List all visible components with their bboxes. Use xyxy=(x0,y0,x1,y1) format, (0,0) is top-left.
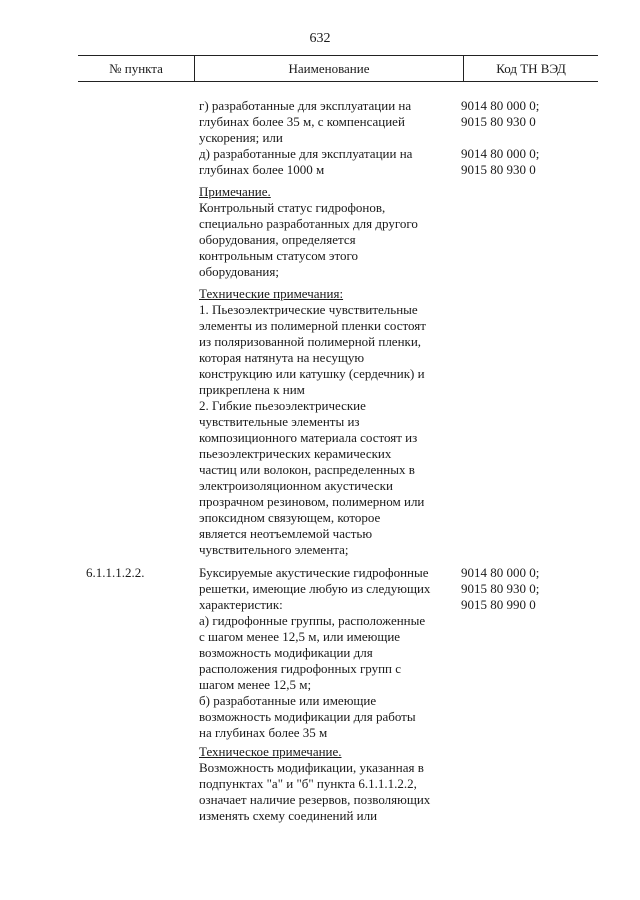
subitem-d-text: д) разработанные для эксплуатации на глубинах более 1000 м xyxy=(199,146,413,177)
item-text: Буксируемые акустические гидрофонные решетки, имеющие любую из следующих характеристик: а) гидрофонные группы, расположенные с шагом менее 12,5 м, или имеющие возможность модификации для расположения гидрофонных групп с шагом менее 12,5 м; б) разработанные или имеющие возможность модификации для работы на глубинах более 35 м xyxy=(199,565,431,740)
header-item-number: № пункта xyxy=(109,61,163,76)
table-header xyxy=(78,55,598,82)
technical-note-title: Техническое примечание. xyxy=(199,744,342,759)
note-title: Примечание. xyxy=(199,184,271,199)
header-name: Наименование xyxy=(288,61,370,76)
item-codes: 9014 80 000 0; 9015 80 930 0; 9015 80 990 0 xyxy=(461,565,540,612)
subitem-g-codes: 9014 80 000 0; 9015 80 930 0 xyxy=(461,98,540,129)
header-code: Код ТН ВЭД xyxy=(496,61,566,76)
subitem-g-text: г) разработанные для эксплуатации на глубинах более 35 м, с компенсацией ускорения; или xyxy=(199,98,412,145)
technical-note-block: Техническое примечание. Возможность модификации, указанная в подпунктах "а" и "б" пункта 6.1.1.1.2.2, означает наличие резервов, позволяющих изменять схему соединений или xyxy=(199,744,454,824)
subitem-d-codes: 9014 80 000 0; 9015 80 930 0 xyxy=(461,146,540,177)
technical-notes-title: Технические примечания: xyxy=(199,286,344,301)
item-number: 6.1.1.1.2.2. xyxy=(86,565,145,580)
technical-notes-block: Технические примечания: 1. Пьезоэлектрические чувствительные элементы из полимерной пленки состоят из поляризованной полимерной пленки, которая натянута на несущую конструкцию или катушку (сердечник) и прикреплена к ним 2. Гибкие пьезоэлектрические чувствительные элементы из композиционного материала состоят из пьезоэлектрических керамических частиц или волокон, распределенных в электроизоляционном акустически прозрачном резиновом, полимерном или эпоксидном связующем, которое является неотъемлемой частью чувствительного элемента; xyxy=(199,286,454,558)
page-number: 632 xyxy=(309,31,331,46)
note-block: Примечание. Контрольный статус гидрофонов, специально разработанных для другого оборудования, определяется контрольным статусом этого оборудования; xyxy=(199,184,454,280)
